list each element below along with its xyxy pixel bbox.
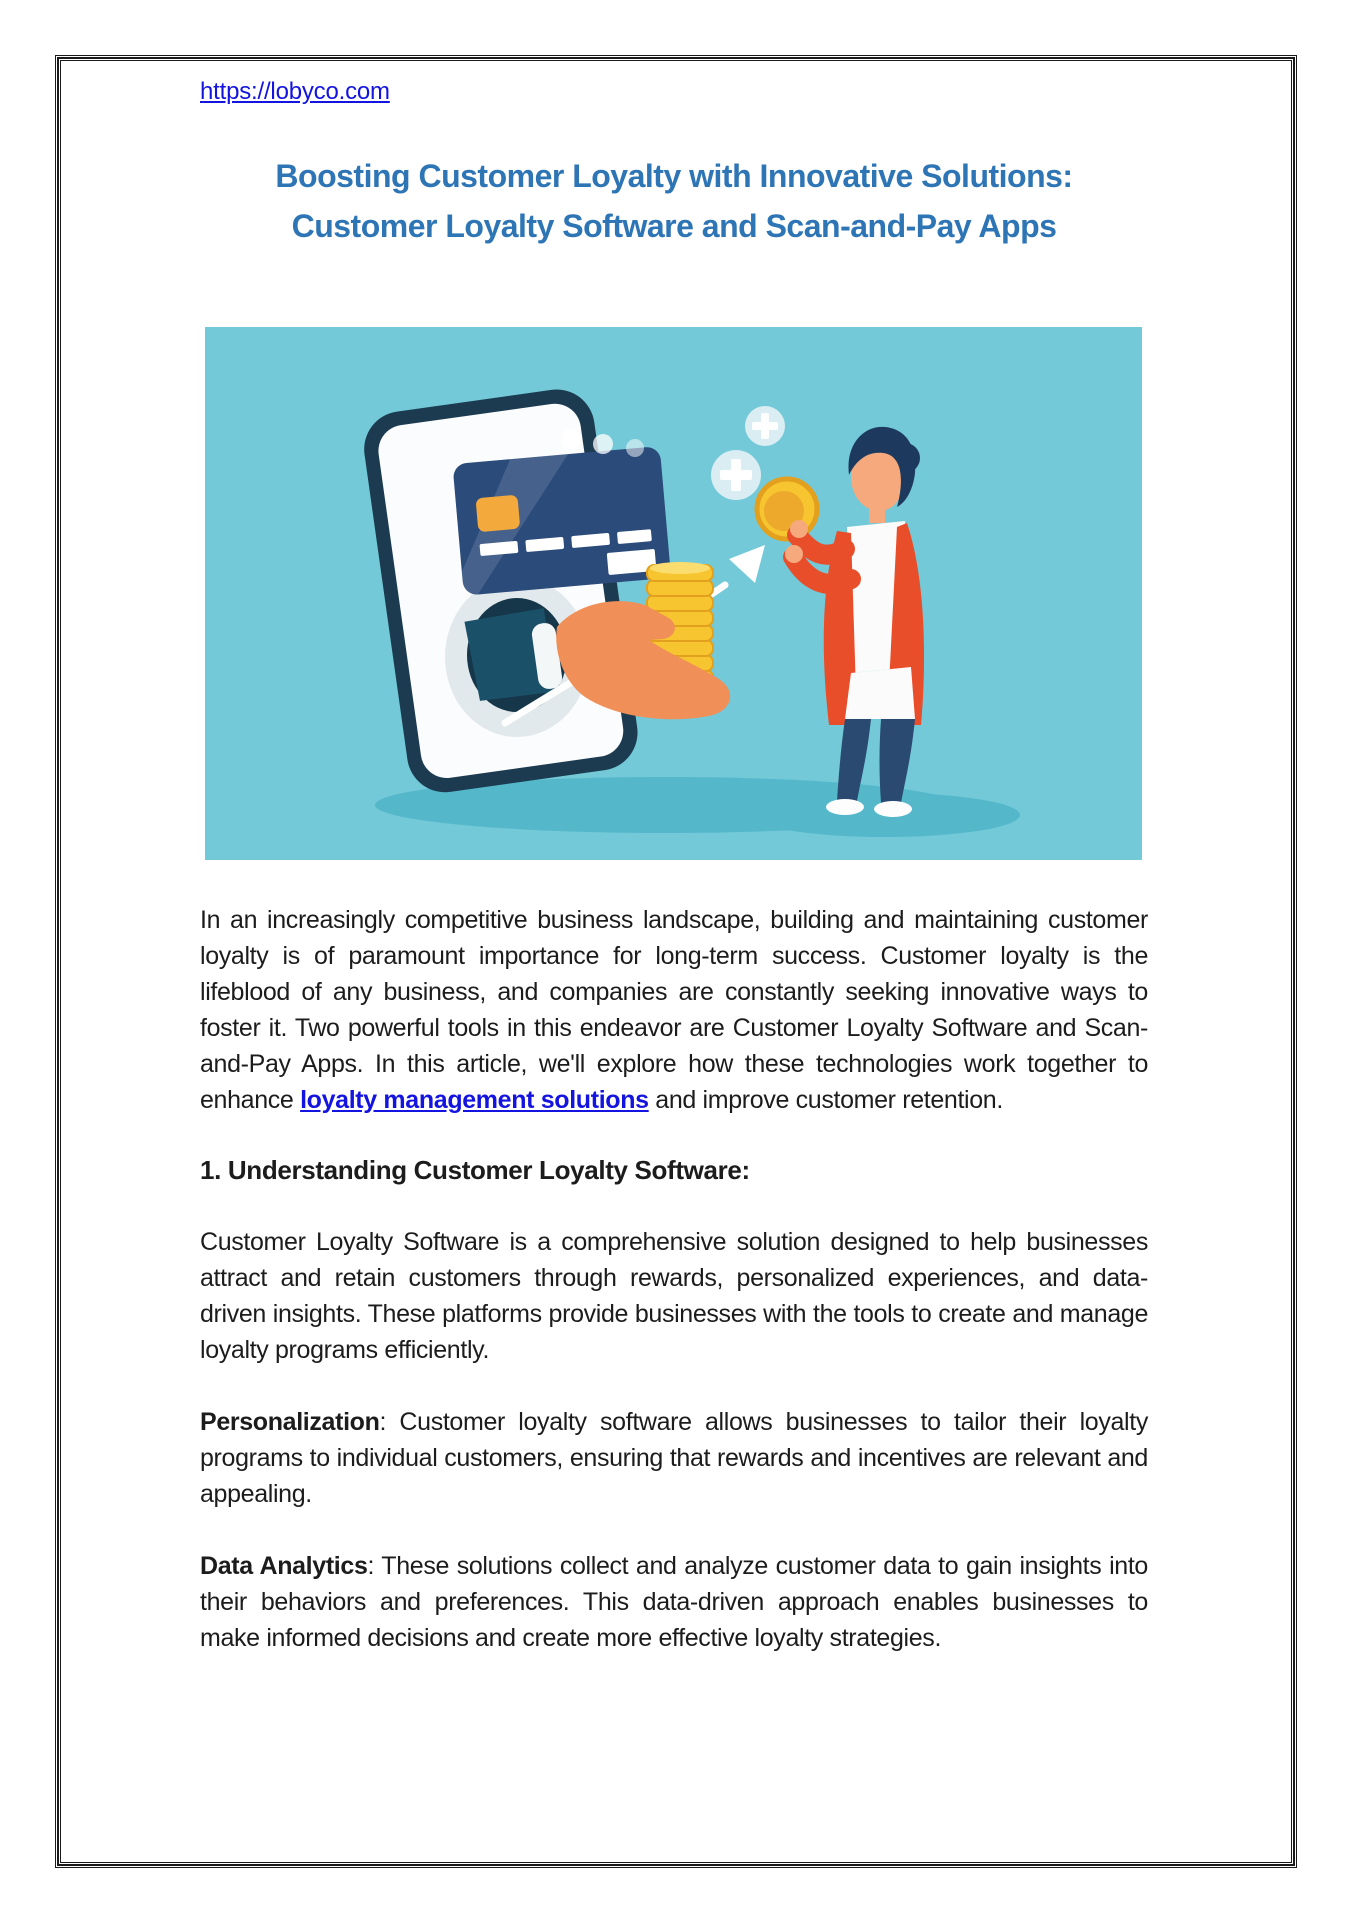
article-title: [200, 151, 1148, 251]
article-title-line1: Boosting Customer Loyalty with Innovative Solutions:: [275, 158, 1073, 194]
credit-card: [452, 446, 671, 596]
data-analytics-text: : These solutions collect and analyze customer data to gain insights into their behaviors and preferences. This data-driven approach enables businesses to make informed decisions and create more effective loyalty strategies.: [200, 1552, 1148, 1652]
intro-paragraph: [200, 902, 1148, 1118]
page-border-middle-line: [57, 57, 1295, 1866]
big-coin: [757, 479, 817, 539]
card-chip-icon: [475, 495, 520, 533]
data-analytics-paragraph: [200, 1548, 1148, 1656]
hero-illustration: [205, 327, 1142, 860]
source-url-link[interactable]: https://lobyco.com: [200, 78, 390, 105]
section1-paragraph: Customer Loyalty Software is a comprehensive solution designed to help businesses attract and retain customers through rewards, personalized experiences, and data-driven insights. These platforms provide businesses with the tools to create and manage loyalty programs efficiently.: [200, 1228, 1148, 1364]
page-border-inner-line: [60, 60, 1292, 1863]
intro-text-after-link: and improve customer retention.: [648, 1086, 1003, 1114]
loyalty-management-solutions-link[interactable]: loyalty management solutions: [300, 1086, 649, 1114]
plus-icon: [745, 406, 785, 446]
personalization-paragraph: [200, 1404, 1148, 1512]
personalization-label: Personalization: [200, 1408, 380, 1436]
document-content: [61, 61, 1291, 1656]
data-analytics-label: Data Analytics: [200, 1552, 368, 1580]
personalization-text: : Customer loyalty software allows businesses to tailor their loyalty programs to individual customers, ensuring that rewards and incentives are relevant and appealing.: [200, 1408, 1148, 1508]
page-border: [55, 55, 1297, 1868]
intro-text-before-link: In an increasingly competitive business landscape, building and maintaining customer loyalty is of paramount importance for long-term success. Customer loyalty is the lifeblood of any business, and companies are constantly seeking innovative ways to foster it. Two powerful tools in this endeavor are Customer Loyalty Software and Scan-and-Pay Apps. In this article, we'll explore how these technologies work together to enhance: [200, 906, 1148, 1114]
section-heading-understanding-software: 1. Understanding Customer Loyalty Software:: [200, 1155, 750, 1185]
article-title-line2: Customer Loyalty Software and Scan-and-Pay Apps: [291, 208, 1057, 244]
plus-icon: [711, 450, 761, 500]
